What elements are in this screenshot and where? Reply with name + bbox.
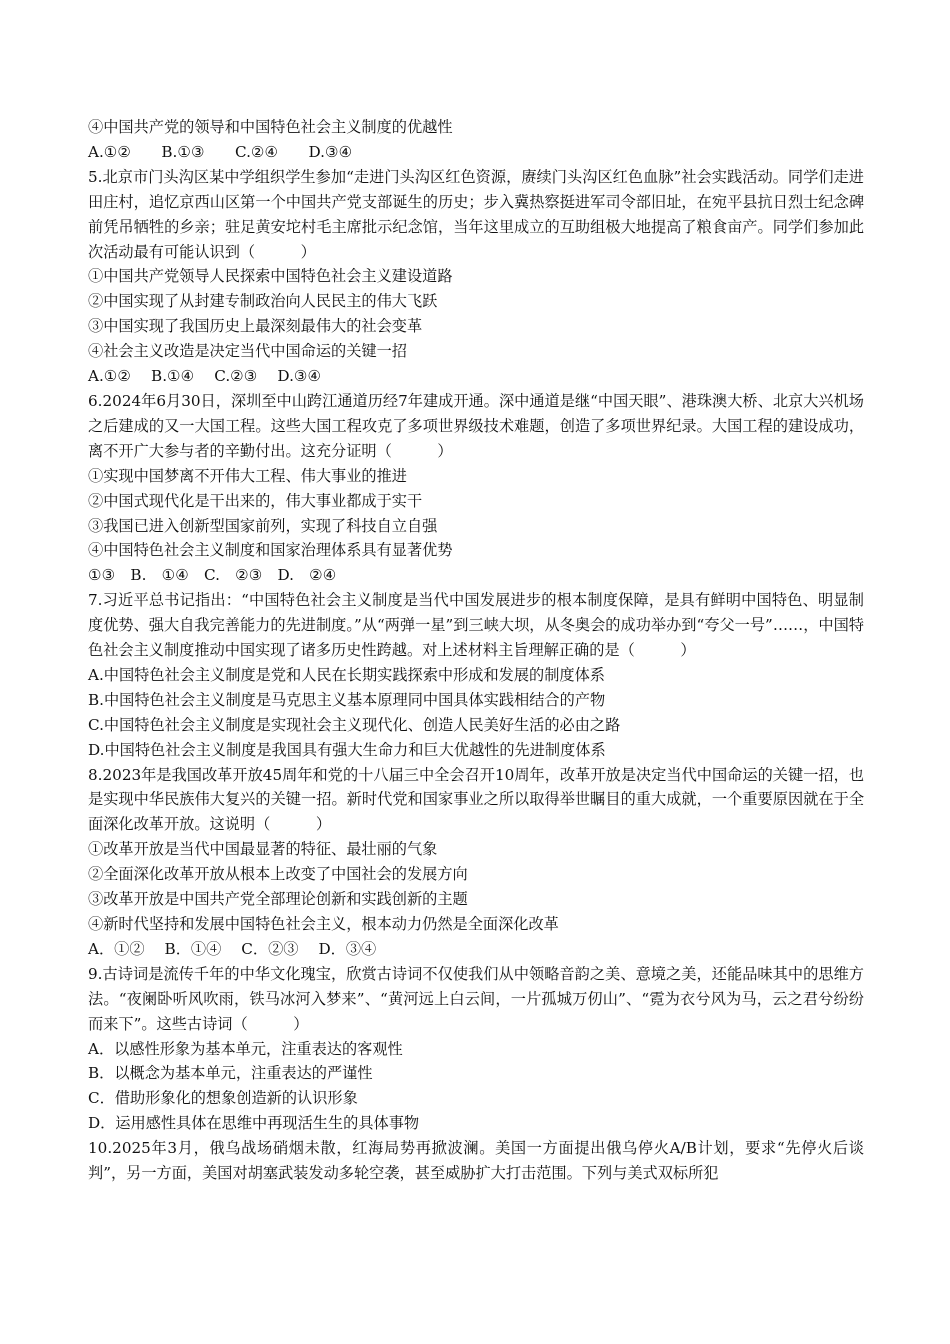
q6-answer-options: ①③ B. ①④ C. ②③ D. ②④ bbox=[88, 566, 337, 585]
q7-option: C.中国特色社会主义制度是实现社会主义现代化、创造人民美好生活的必由之路 bbox=[88, 715, 621, 734]
q9-stem: 9.古诗词是流传千年的中华文化瑰宝，欣赏古诗词不仅使我们从中领略音韵之美、意境之美，还能品味其中的思维方法。“夜阑卧听风吹雨，铁马冰河入梦来”、“黄河远上白云间，一片孤城万仞山”、“霓为衣兮风为马，云之君兮纷纷而来下”。这些古诗词（ ） bbox=[88, 964, 864, 1033]
q7-option: D.中国特色社会主义制度是我国具有强大生命力和巨大优越性的先进制度体系 bbox=[88, 740, 606, 759]
q9-option: D．运用感性具体在思维中再现活生生的具体事物 bbox=[88, 1114, 420, 1133]
q5-item: ①中国共产党领导人民探索中国特色社会主义建设道路 bbox=[88, 267, 453, 286]
q9-option: B．以概念为基本单元，注重表达的严谨性 bbox=[88, 1064, 373, 1083]
q8-stem: 8.2023年是我国改革开放45周年和党的十八届三中全会召开10周年，改革开放是决定当代中国命运的关键一招，也是实现中华民族伟大复兴的关键一招。新时代党和国家事业之所以取得举世瞩目的重大成就，一个重要原因就在于全面深化改革开放。这说明（ ） bbox=[88, 765, 864, 834]
q6-item: ④中国特色社会主义制度和国家治理体系具有显著优势 bbox=[88, 541, 453, 560]
q4-option-item-4: ④中国共产党的领导和中国特色社会主义制度的优越性 bbox=[88, 118, 453, 136]
q7-stem: 7.习近平总书记指出：“中国特色社会主义制度是当代中国发展进步的根本制度保障，是具有鲜明中国特色、明显制度优势、强大自我完善能力的先进制度。”从“两弹一星”到三峡大坝，从冬奥会的成功举办到“夸父一号”……，中国特色社会主义制度推动中国实现了诸多历史性跨越。对上述材料主旨理解正确的是（ ） bbox=[88, 591, 864, 660]
q8-item: ④新时代坚持和发展中国特色社会主义，根本动力仍然是全面深化改革 bbox=[88, 915, 559, 933]
q5-item: ③中国实现了我国历史上最深刻最伟大的社会变革 bbox=[88, 317, 423, 336]
q8-item: ③改革开放是中国共产党全部理论创新和实践创新的主题 bbox=[88, 890, 468, 909]
q6-item: ①实现中国梦离不开伟大工程、伟大事业的推进 bbox=[88, 466, 407, 485]
q7-option: A.中国特色社会主义制度是党和人民在长期实践探索中形成和发展的制度体系 bbox=[88, 665, 605, 684]
q5-stem: 5.北京市门头沟区某中学组织学生参加“走进门头沟区红色资源，赓续门头沟区红色血脉”社会实践活动。同学们走进田庄村，追忆京西山区第一个中国共产党支部诞生的历史；步入冀热察挺进军司令部旧址，在宛平县抗日烈士纪念碑前凭吊牺牲的乡亲；驻足黄安坨村毛主席批示纪念馆，当年这里成立的互助组极大地提高了粮食亩产。同学们参加此次活动最有可能认识到（ ） bbox=[88, 167, 864, 261]
q7-option: B.中国特色社会主义制度是马克思主义基本原理同中国具体实践相结合的产物 bbox=[88, 690, 606, 709]
exam-page bbox=[88, 115, 864, 1186]
q9-option: C．借助形象化的想象创造新的认识形象 bbox=[88, 1089, 358, 1108]
q5-item: ④社会主义改造是决定当代中国命运的关键一招 bbox=[88, 342, 407, 361]
q5-answer-options: A.①② B.①④ C.②③ D.③④ bbox=[88, 367, 322, 386]
q4-answer-options: A.①② B.①③ C.②④ D.③④ bbox=[88, 142, 353, 161]
q6-item: ③我国已进入创新型国家前列，实现了科技自立自强 bbox=[88, 516, 438, 535]
q10-stem: 10.2025年3月，俄乌战场硝烟未散，红海局势再掀波澜。美国一方面提出俄乌停火A/B计划，要求“先停火后谈判”，另一方面，美国对胡塞武装发动多轮空袭，甚至威胁扩大打击范围。下列与美式双标所犯 bbox=[88, 1139, 864, 1183]
q5-item: ②中国实现了从封建专制政治向人民民主的伟大飞跃 bbox=[88, 292, 438, 311]
q8-item: ①改革开放是当代中国最显著的特征、最壮丽的气象 bbox=[88, 840, 438, 859]
q6-stem: 6.2024年6月30日，深圳至中山跨江通道历经7年建成开通。深中通道是继“中国天眼”、港珠澳大桥、北京大兴机场之后建成的又一大国工程。这些大国工程攻克了多项世界级技术难题，创造了多项世界纪录。大国工程的建设成功，离不开广大参与者的辛勤付出。这充分证明（ ） bbox=[88, 391, 864, 460]
q9-option: A．以感性形象为基本单元，注重表达的客观性 bbox=[88, 1039, 403, 1058]
q8-answer-options: A．①② B．①④ C．②③ D．③④ bbox=[88, 939, 377, 958]
q6-item: ②中国式现代化是干出来的，伟大事业都成于实干 bbox=[88, 491, 423, 510]
q8-item: ②全面深化改革开放从根本上改变了中国社会的发展方向 bbox=[88, 865, 468, 884]
